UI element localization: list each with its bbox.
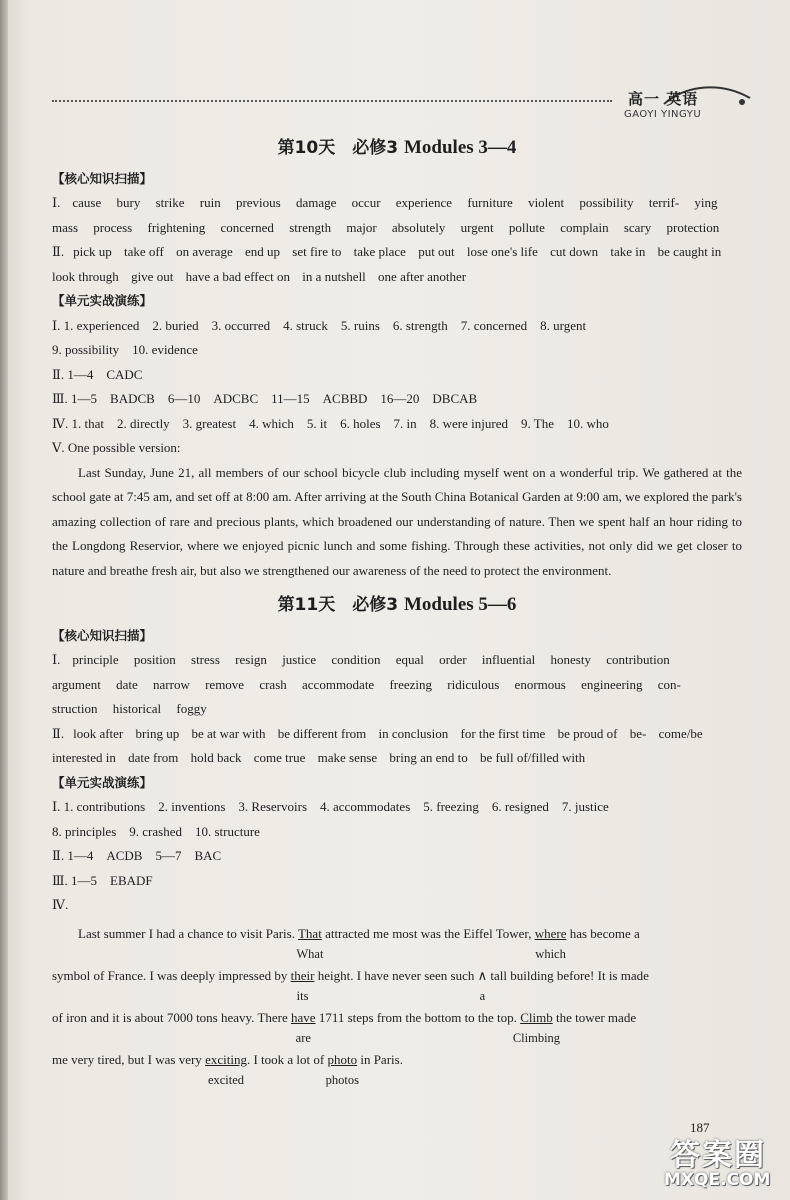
- marked-word: [512, 1009, 561, 1045]
- marked-word: [296, 925, 324, 961]
- page-number: 187: [690, 1120, 710, 1135]
- correction-word: excited: [207, 1072, 245, 1087]
- vocab-phrase: for the first time: [460, 725, 546, 741]
- brand-title: 高一 英语: [628, 90, 699, 108]
- day10-essay: Last Sunday, June 21, all members of our school bicycle club including myself went on a wonderful trip. We gathered at the school gate at 7:45 am, and set off at 8:00 am. After arriving at the South China Botanical Garden at 9:00 am, we explored the park's amazing collection of rare and precious plants, which broadened our understanding of nature. Then we spent half an hour riding to the Longdong Reservior, where we enjoyed picnic lunch and some fishing. Through these activities, not only did we get closer to nature and breathe fresh air, but also we strengthened our awareness of the need to protect the environment.: [52, 464, 742, 578]
- watermark-cn: 答案圈: [670, 1138, 766, 1173]
- vocab-word: narrow: [153, 676, 190, 692]
- error-word: exciting: [205, 1051, 247, 1067]
- vocab-word: major: [346, 219, 377, 235]
- day11-phrase-list: [52, 722, 742, 771]
- day11-word-list: [52, 648, 742, 722]
- vocab-phrase: come/be interested in: [52, 725, 703, 765]
- vocab-phrase: be different from: [277, 725, 367, 741]
- correction-line: [52, 1050, 742, 1092]
- caret-symbol: ∧: [477, 967, 488, 983]
- error-word: their: [290, 967, 315, 983]
- day10-ex1b: 9. possibility 10. evidence: [52, 342, 198, 357]
- error-word: where: [534, 925, 567, 941]
- vocab-phrase: put out: [418, 244, 455, 259]
- header-dotted-line: [52, 100, 612, 102]
- text-run: Last summer I had a chance to visit Paris.: [78, 925, 298, 941]
- vocab-word: honesty: [550, 652, 591, 667]
- text-run: 1711 steps from the bottom to the top.: [315, 1009, 521, 1025]
- text-run: symbol of France. I was deeply impressed by: [52, 967, 291, 983]
- vocab-phrase: be full of/filled with: [480, 750, 586, 765]
- vocab-word: terrif-: [648, 195, 680, 210]
- day11-ex4: Ⅳ.: [52, 897, 69, 912]
- correction-word: Climbing: [512, 1030, 561, 1045]
- day10-word-list: [52, 191, 742, 240]
- vocab-phrase: be proud of: [557, 725, 618, 741]
- text-run: height. I have never seen such: [314, 967, 478, 983]
- vocab-phrase: look after: [73, 725, 124, 741]
- vocab-phrase: have a bad effect on: [185, 268, 290, 284]
- day11-section-knowledge: 【核心知识扫描】: [52, 627, 153, 643]
- day10-ex2: Ⅱ. 1—4 CADC: [52, 366, 143, 382]
- vocab-word: absolutely: [391, 219, 446, 235]
- correction-word: are: [295, 1030, 311, 1045]
- vocab-word: condition: [331, 652, 381, 667]
- correction-word: a: [479, 988, 486, 1003]
- vocab-word: date: [116, 676, 138, 692]
- vocab-word: stress: [191, 652, 220, 667]
- day11-section-practice: 【单元实战演练】: [52, 774, 153, 790]
- day11-title: [52, 593, 742, 618]
- vocab-word: equal: [395, 652, 424, 667]
- marked-word: [325, 1051, 359, 1087]
- error-word: have: [291, 1009, 316, 1025]
- day10-section-practice: 【单元实战演练】: [52, 293, 153, 308]
- vocab-word: occur: [351, 195, 381, 210]
- vocab-word: complain: [560, 219, 609, 235]
- vocab-word: remove: [205, 676, 245, 692]
- vocab-phrase: take off: [123, 244, 164, 259]
- text-run: me very tired, but I was very: [52, 1051, 206, 1067]
- vocab-phrase: in conclusion: [378, 725, 449, 741]
- vocab-word: bury: [116, 195, 141, 210]
- vocab-phrase: bring up: [135, 725, 180, 741]
- correction-line: [52, 924, 742, 966]
- watermark-en: MXQE.COM: [664, 1170, 771, 1190]
- vocab-word: position: [133, 652, 176, 667]
- correction-passage: [52, 924, 742, 1092]
- vocab-word: historical: [112, 701, 162, 716]
- text-run: in Paris.: [357, 1051, 403, 1067]
- correction-word: which: [535, 946, 566, 961]
- vocab-phrase: make sense: [317, 750, 378, 765]
- text-run: has become a: [566, 925, 640, 941]
- vocab-word: strike: [155, 195, 185, 210]
- vocab-phrase: in a nutshell: [302, 268, 366, 284]
- text-run: . I took a lot of: [246, 1051, 328, 1067]
- vocab-word: urgent: [460, 219, 494, 235]
- list-label: Ⅱ.: [52, 725, 65, 741]
- text-run: tall building before! It is made: [487, 967, 649, 983]
- vocab-word: possibility: [579, 195, 634, 210]
- correction-word: What: [296, 946, 324, 961]
- vocab-word: foggy: [176, 701, 207, 716]
- vocab-phrase: take in: [610, 244, 646, 259]
- vocab-word: ridiculous: [447, 676, 500, 692]
- vocab-word: con-: [657, 676, 681, 692]
- vocab-word: ruin: [199, 195, 221, 210]
- day10-ex5: Ⅴ. One possible version:: [52, 440, 181, 455]
- day11-title-cn: 第11天 必修3: [277, 595, 399, 615]
- vocab-word: order: [439, 652, 467, 667]
- correction-word: photos: [325, 1072, 359, 1087]
- vocab-word: violent: [528, 195, 565, 210]
- vocab-word: concerned: [220, 219, 274, 235]
- vocab-word: principle: [72, 652, 119, 667]
- vocab-word: previous: [235, 195, 281, 210]
- vocab-phrase: cut down: [550, 244, 599, 259]
- insertion-mark: [477, 967, 488, 1003]
- vocab-phrase: come true: [253, 750, 306, 765]
- text-run: the tower made: [552, 1009, 637, 1025]
- vocab-phrase: look through: [52, 268, 119, 284]
- day11-ex3: Ⅲ. 1—5 EBADF: [52, 872, 153, 888]
- day10-ex1: Ⅰ. 1. experienced 2. buried 3. occurred 4. struck 5. ruins 6. strength 7. concerned 8. urgent: [52, 317, 587, 333]
- error-word: Climb: [520, 1009, 553, 1025]
- vocab-phrase: date from: [128, 750, 179, 765]
- vocab-word: cause: [72, 195, 102, 210]
- vocab-phrase: end up: [244, 244, 281, 259]
- correction-line: [52, 966, 742, 1008]
- day10-title: [52, 136, 742, 161]
- vocab-word: ying: [694, 195, 718, 210]
- marked-word: [291, 1009, 316, 1045]
- vocab-phrase: set fire to: [292, 244, 342, 259]
- day11-ex2: Ⅱ. 1—4 ACDB 5—7 BAC: [52, 848, 222, 863]
- day10-ex4: Ⅳ. 1. that 2. directly 3. greatest 4. which 5. it 6. holes 7. in 8. were injured 9. The 10. who: [52, 415, 609, 431]
- vocab-phrase: take place: [353, 244, 406, 259]
- vocab-phrase: one after another: [378, 268, 467, 284]
- header-brand: [622, 82, 752, 122]
- watermark: [660, 1128, 786, 1196]
- list-label: Ⅰ.: [52, 195, 61, 210]
- vocab-word: struction: [52, 701, 98, 716]
- correction-line: [52, 1008, 742, 1050]
- marked-word: [205, 1051, 247, 1087]
- error-word: photo: [327, 1051, 358, 1067]
- day10-phrase-list: [52, 240, 742, 289]
- vocab-word: pollute: [508, 219, 545, 235]
- list-label: Ⅰ.: [52, 652, 61, 667]
- text-run: of iron and it is about 7000 tons heavy. There: [52, 1009, 292, 1025]
- vocab-word: furniture: [467, 195, 513, 210]
- error-word: That: [297, 925, 322, 941]
- vocab-word: scary: [623, 219, 652, 235]
- vocab-word: strength: [289, 219, 332, 235]
- vocab-word: damage: [295, 195, 337, 210]
- binding-edge: [0, 0, 8, 1200]
- vocab-word: justice: [282, 652, 317, 667]
- vocab-word: influential: [481, 652, 536, 667]
- vocab-word: mass: [52, 219, 78, 235]
- vocab-phrase: pick up: [73, 244, 112, 259]
- vocab-word: frightening: [147, 219, 206, 235]
- vocab-phrase: lose one's life: [466, 244, 538, 259]
- list-label: Ⅱ.: [52, 244, 65, 259]
- vocab-word: argument: [52, 676, 101, 692]
- day10-title-en: Modules 3—4: [403, 137, 517, 158]
- vocab-phrase: be-: [629, 725, 647, 741]
- marked-word: [290, 967, 315, 1003]
- correction-word: its: [296, 988, 309, 1003]
- vocab-phrase: hold back: [190, 750, 242, 765]
- vocab-word: freezing: [389, 676, 433, 692]
- day11-ex1: Ⅰ. 1. contributions 2. inventions 3. Reservoirs 4. accommodates 5. freezing 6. resigned 7. justice: [52, 799, 609, 814]
- vocab-word: resign: [235, 652, 267, 667]
- vocab-phrase: bring an end to: [389, 750, 468, 765]
- day10-title-cn: 第10天 必修3: [277, 138, 399, 158]
- vocab-word: enormous: [514, 676, 566, 692]
- day11-ex1b: 8. principles 9. crashed 10. structure: [52, 823, 260, 839]
- brand-pinyin: GAOYI YINGYU: [624, 109, 702, 120]
- content: [52, 130, 742, 1092]
- vocab-word: engineering: [581, 676, 643, 692]
- marked-word: [534, 925, 567, 961]
- vocab-word: protection: [666, 219, 720, 235]
- vocab-word: experience: [395, 195, 453, 210]
- day11-title-en: Modules 5—6: [403, 594, 517, 615]
- vocab-phrase: be caught in: [657, 244, 722, 259]
- day10-section-knowledge: 【核心知识扫描】: [52, 170, 153, 186]
- vocab-word: accommodate: [302, 676, 375, 692]
- day10-ex3: Ⅲ. 1—5 BADCB 6—10 ADCBC 11—15 ACBBD 16—20 DBCAB: [52, 391, 478, 406]
- vocab-phrase: give out: [131, 268, 174, 284]
- vocab-word: process: [93, 219, 133, 235]
- vocab-phrase: be at war with: [191, 725, 266, 741]
- text-run: attracted me most was the Eiffel Tower,: [321, 925, 535, 941]
- vocab-word: contribution: [606, 652, 670, 667]
- vocab-phrase: on average: [176, 244, 233, 259]
- vocab-word: crash: [259, 676, 287, 692]
